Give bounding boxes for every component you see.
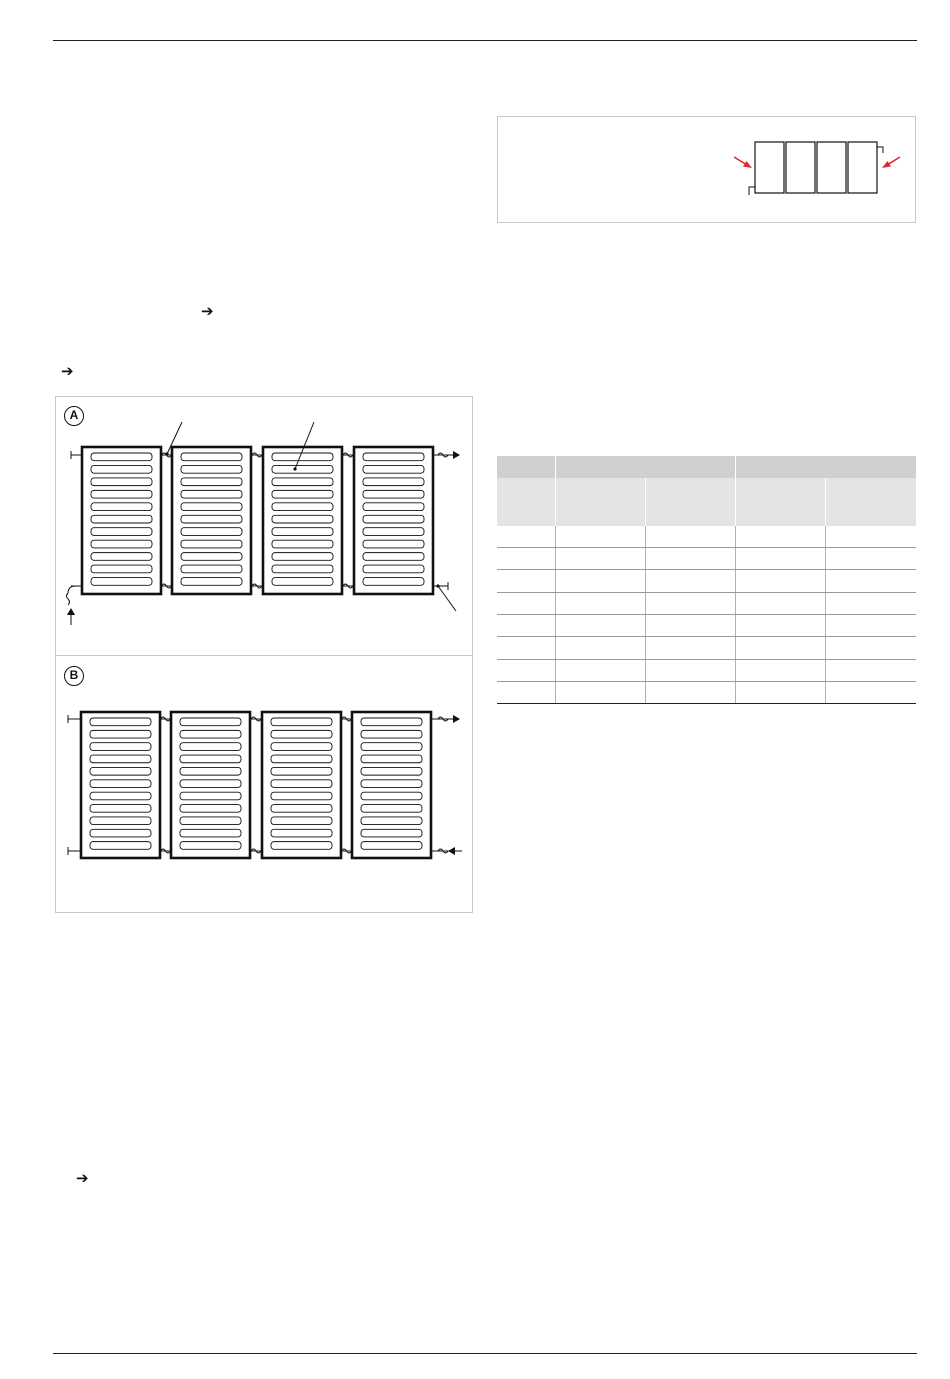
absorber-tube	[272, 465, 333, 473]
absorber-tube	[90, 730, 151, 738]
thumbnail-pipe	[749, 187, 755, 195]
thumbnail-panel	[848, 142, 877, 193]
absorber-tube	[361, 755, 422, 763]
absorber-tube	[90, 718, 151, 726]
absorber-tube	[271, 718, 332, 726]
right-arrow-icon: ➔	[201, 302, 214, 320]
absorber-tube	[271, 829, 332, 837]
absorber-tube	[361, 829, 422, 837]
table-row	[497, 593, 916, 615]
absorber-tube	[361, 780, 422, 788]
absorber-tube	[91, 540, 152, 548]
absorber-tube	[363, 503, 424, 511]
absorber-tube	[361, 767, 422, 775]
absorber-tube	[180, 792, 241, 800]
table-row	[497, 615, 916, 637]
absorber-tube	[363, 553, 424, 561]
absorber-tube	[181, 515, 242, 523]
callout-dot	[436, 584, 439, 587]
absorber-tube	[271, 805, 332, 813]
flow-arrow	[67, 608, 75, 615]
absorber-tube	[271, 767, 332, 775]
absorber-tube	[181, 540, 242, 548]
absorber-tube	[363, 528, 424, 536]
absorber-tube	[91, 565, 152, 573]
absorber-tube	[180, 755, 241, 763]
absorber-tube	[181, 478, 242, 486]
absorber-tube	[361, 718, 422, 726]
absorber-tube	[181, 503, 242, 511]
table-row	[497, 638, 916, 660]
absorber-tube	[361, 743, 422, 751]
header-rule	[53, 40, 917, 41]
figure-a-label: A	[64, 406, 84, 426]
flow-arrow	[453, 451, 460, 459]
absorber-tube	[271, 817, 332, 825]
inlet-hose	[67, 586, 77, 605]
absorber-tube	[272, 578, 333, 586]
table-row	[497, 548, 916, 570]
footer-rule	[53, 1353, 917, 1354]
absorber-tube	[180, 805, 241, 813]
absorber-tube	[181, 565, 242, 573]
absorber-tube	[363, 465, 424, 473]
absorber-tube	[363, 453, 424, 461]
right-arrow-icon: ➔	[61, 362, 74, 380]
figure-a-diagram	[56, 397, 474, 655]
absorber-tube	[91, 528, 152, 536]
absorber-tube	[90, 743, 151, 751]
thumbnail-diagram	[498, 117, 917, 224]
absorber-tube	[271, 780, 332, 788]
absorber-tube	[271, 730, 332, 738]
absorber-tube	[180, 842, 241, 850]
absorber-tube	[91, 503, 152, 511]
absorber-tube	[180, 780, 241, 788]
thumbnail-arrow-left-head	[743, 161, 752, 168]
absorber-tube	[180, 817, 241, 825]
absorber-tube	[90, 792, 151, 800]
flow-arrow	[453, 715, 460, 723]
absorber-tube	[361, 842, 422, 850]
figure-b-label: B	[64, 666, 84, 686]
absorber-tube	[90, 755, 151, 763]
thumbnail-panel	[786, 142, 815, 193]
absorber-tube	[180, 829, 241, 837]
absorber-tube	[272, 528, 333, 536]
absorber-tube	[272, 553, 333, 561]
absorber-tube	[272, 503, 333, 511]
absorber-tube	[361, 792, 422, 800]
absorber-tube	[181, 490, 242, 498]
absorber-tube	[271, 755, 332, 763]
absorber-tube	[91, 578, 152, 586]
connection-figure	[55, 396, 473, 913]
callout-line	[438, 586, 456, 611]
absorber-tube	[272, 565, 333, 573]
absorber-tube	[363, 565, 424, 573]
thumbnail-panel	[817, 142, 846, 193]
table-row	[497, 571, 916, 593]
absorber-tube	[271, 792, 332, 800]
figure-b-diagram	[56, 655, 474, 913]
absorber-tube	[180, 743, 241, 751]
absorber-tube	[272, 540, 333, 548]
absorber-tube	[90, 767, 151, 775]
absorber-tube	[181, 528, 242, 536]
absorber-tube	[271, 743, 332, 751]
absorber-tube	[180, 718, 241, 726]
thumbnail-pipe	[877, 147, 883, 153]
absorber-tube	[91, 465, 152, 473]
callout-dot	[165, 452, 168, 455]
absorber-tube	[90, 842, 151, 850]
table-row	[497, 682, 916, 704]
absorber-tube	[181, 453, 242, 461]
thumbnail-panel	[755, 142, 784, 193]
absorber-tube	[90, 805, 151, 813]
absorber-tube	[272, 478, 333, 486]
right-arrow-icon: ➔	[76, 1169, 89, 1187]
table-group-header	[497, 456, 916, 478]
absorber-tube	[363, 478, 424, 486]
absorber-tube	[363, 540, 424, 548]
absorber-tube	[180, 730, 241, 738]
absorber-tube	[90, 780, 151, 788]
thumbnail-arrow-right-head	[882, 161, 891, 168]
absorber-tube	[361, 817, 422, 825]
absorber-tube	[272, 490, 333, 498]
table-row	[497, 526, 916, 548]
absorber-tube	[180, 767, 241, 775]
absorber-tube	[91, 515, 152, 523]
absorber-tube	[272, 515, 333, 523]
absorber-tube	[181, 553, 242, 561]
table-row	[497, 660, 916, 682]
absorber-tube	[91, 490, 152, 498]
absorber-tube	[91, 453, 152, 461]
absorber-tube	[91, 553, 152, 561]
flow-arrow	[448, 847, 455, 855]
absorber-tube	[361, 730, 422, 738]
absorber-tube	[91, 478, 152, 486]
absorber-tube	[271, 842, 332, 850]
thumbnail-figure	[497, 116, 916, 223]
absorber-tube	[363, 515, 424, 523]
absorber-tube	[272, 453, 333, 461]
absorber-tube	[90, 829, 151, 837]
absorber-tube	[361, 805, 422, 813]
table-sub-header	[497, 478, 916, 526]
absorber-tube	[90, 817, 151, 825]
absorber-tube	[363, 490, 424, 498]
absorber-tube	[181, 578, 242, 586]
absorber-tube	[181, 465, 242, 473]
callout-dot	[293, 467, 296, 470]
absorber-tube	[363, 578, 424, 586]
